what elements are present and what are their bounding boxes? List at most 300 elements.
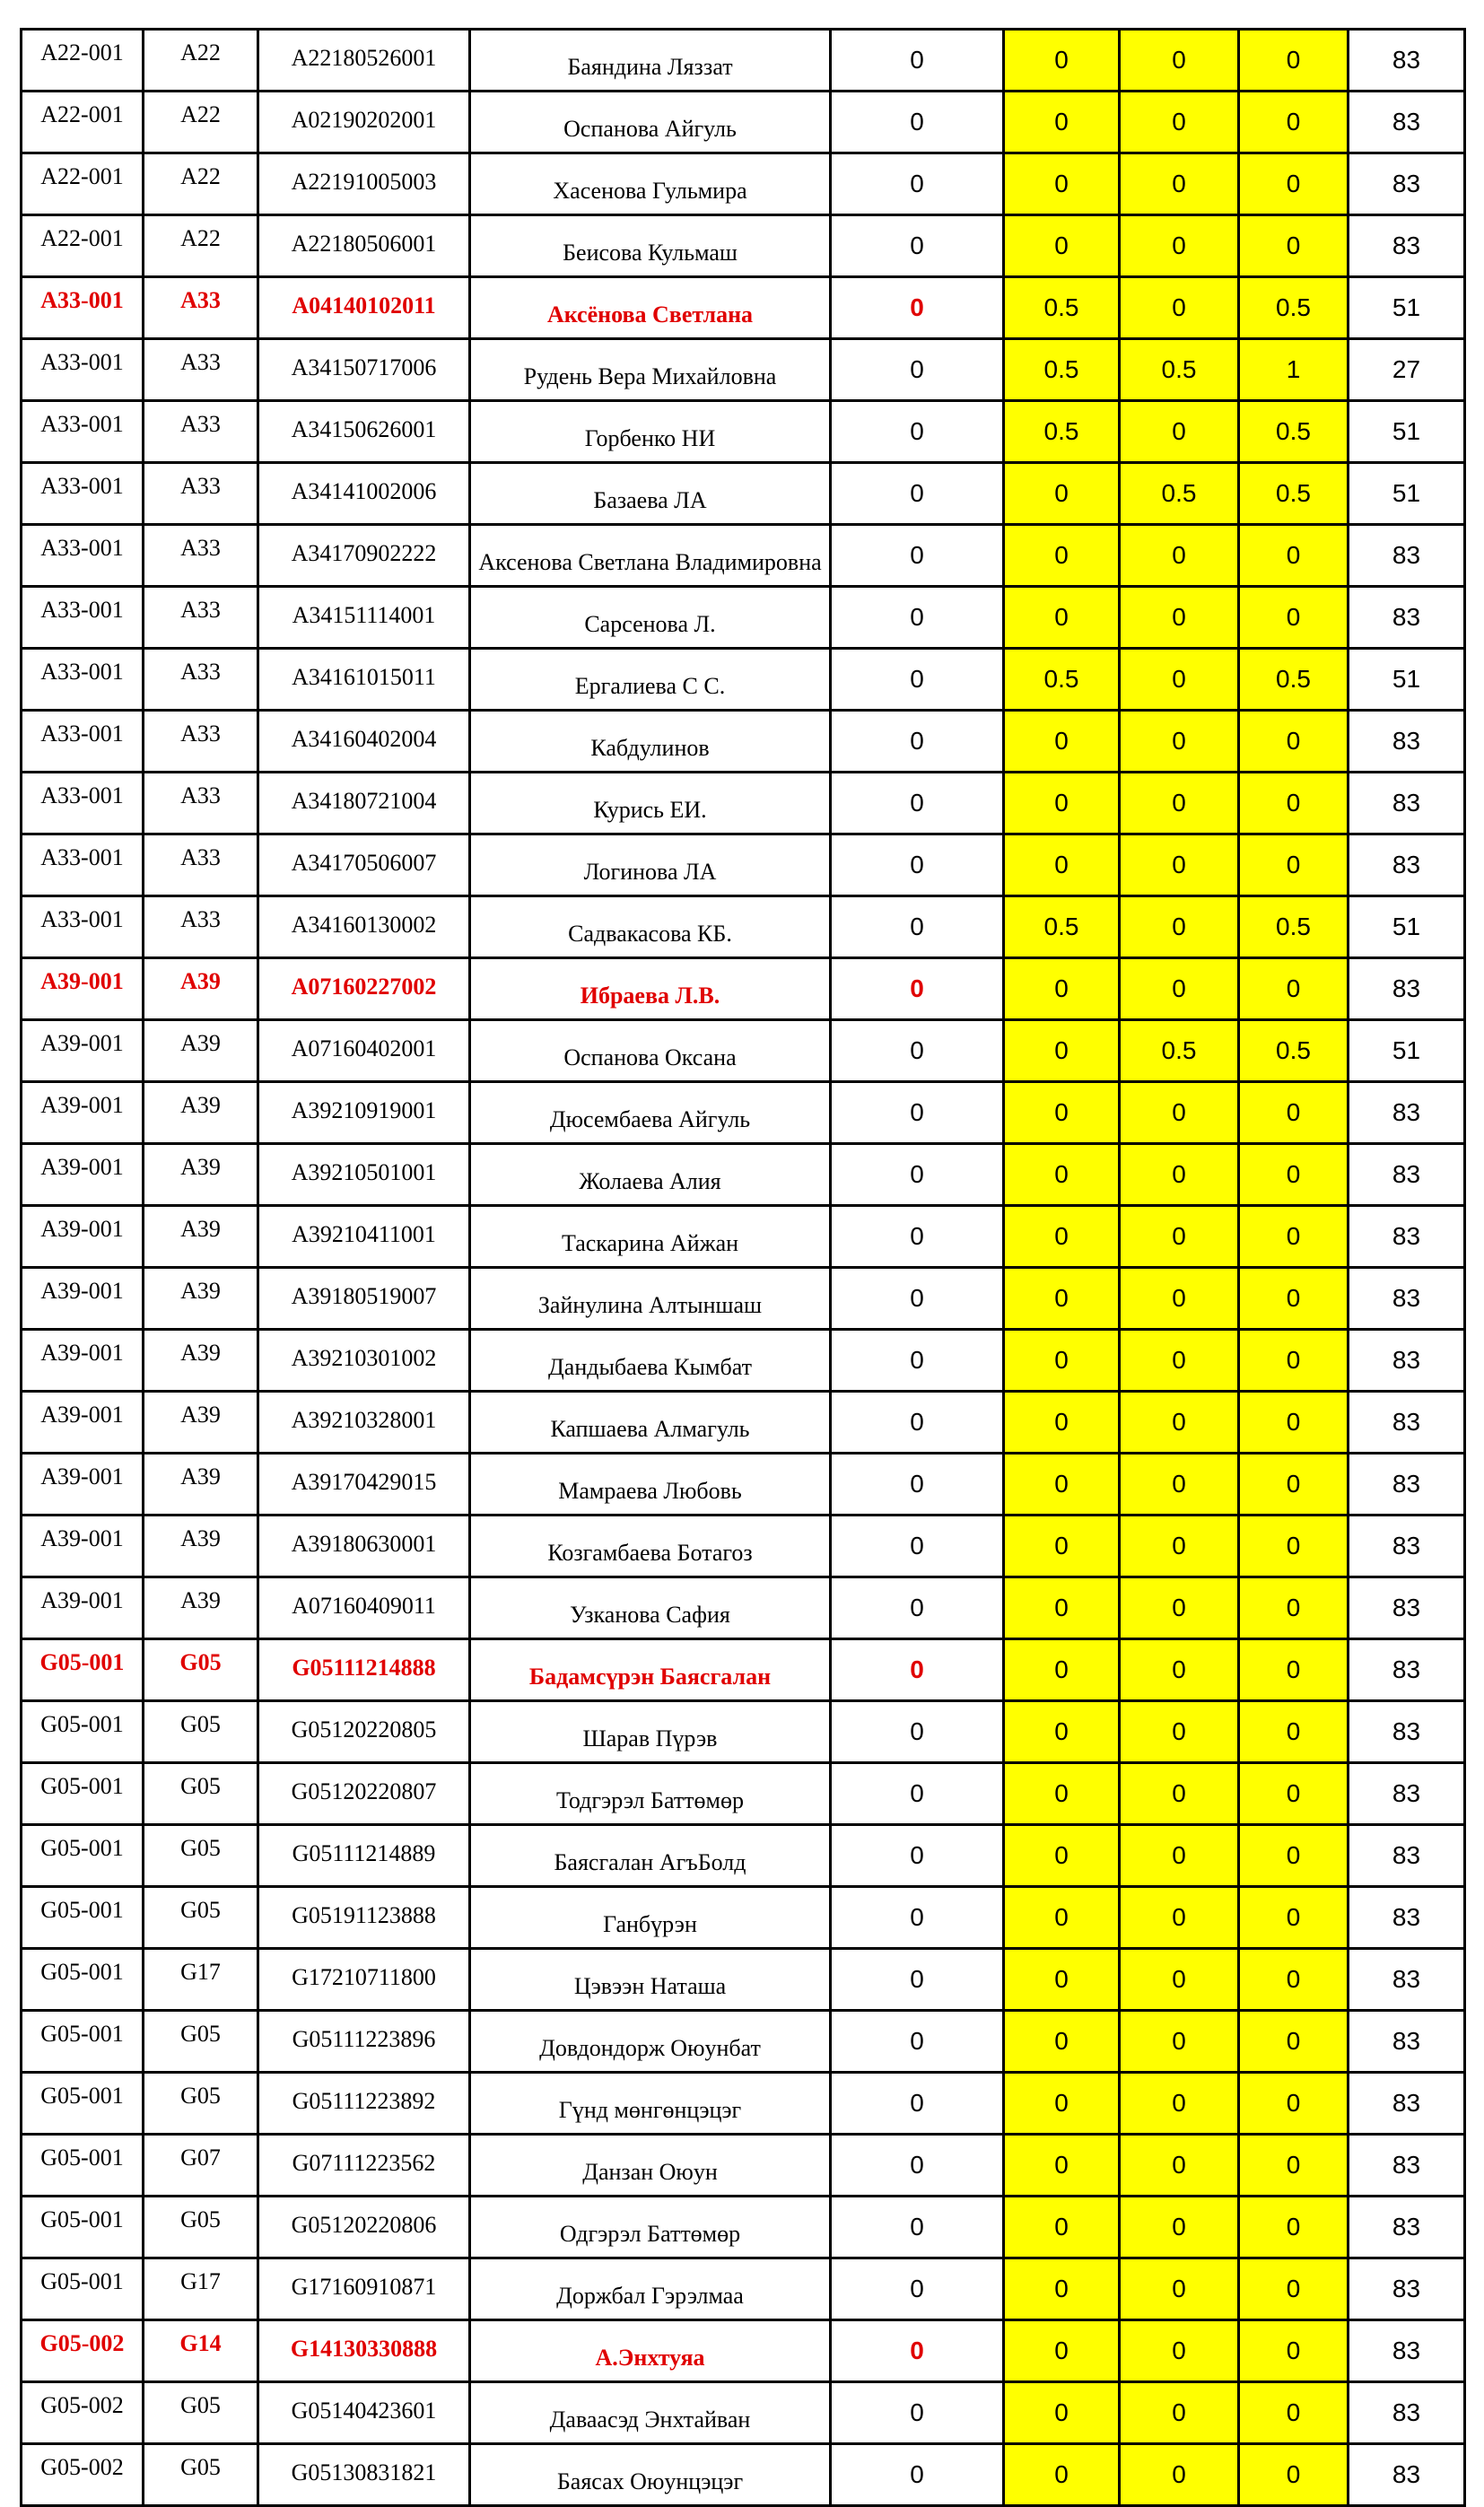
cell-score: 83 — [1349, 773, 1465, 834]
cell-value-3: 0 — [1120, 92, 1239, 153]
cell-id: A07160227002 — [258, 958, 470, 1020]
cell-group: A39 — [144, 1268, 258, 1330]
cell-score: 83 — [1349, 1268, 1465, 1330]
cell-value-1: 0 — [831, 1887, 1004, 1949]
cell-value-2: 0 — [1004, 153, 1120, 215]
cell-value-3: 0 — [1120, 2444, 1239, 2506]
cell-id: A39210328001 — [258, 1392, 470, 1454]
table-row — [22, 773, 1465, 834]
cell-value-3: 0 — [1120, 1639, 1239, 1701]
cell-name: Дюсембаева Айгуль — [470, 1082, 831, 1144]
cell-name: Капшаева Алмагуль — [470, 1392, 831, 1454]
cell-value-4: 0 — [1239, 1082, 1349, 1144]
cell-name: Рудень Вера Михайловна — [470, 339, 831, 401]
cell-name: Цэвээн Наташа — [470, 1949, 831, 2011]
cell-value-2: 0 — [1004, 1577, 1120, 1639]
cell-value-4: 0 — [1239, 1392, 1349, 1454]
cell-group: A22 — [144, 30, 258, 92]
cell-value-2: 0 — [1004, 2011, 1120, 2073]
cell-group: A33 — [144, 525, 258, 587]
table-row — [22, 1020, 1465, 1082]
cell-value-2: 0 — [1004, 1887, 1120, 1949]
cell-id: A07160409011 — [258, 1577, 470, 1639]
cell-value-2: 0 — [1004, 2073, 1120, 2135]
table-row — [22, 958, 1465, 1020]
cell-score: 83 — [1349, 711, 1465, 773]
cell-value-3: 0 — [1120, 649, 1239, 711]
cell-id: A04140102011 — [258, 277, 470, 339]
cell-value-4: 0 — [1239, 958, 1349, 1020]
cell-score: 83 — [1349, 834, 1465, 896]
cell-value-1: 0 — [831, 1392, 1004, 1454]
cell-group: A39 — [144, 958, 258, 1020]
cell-score: 83 — [1349, 1639, 1465, 1701]
table-row — [22, 525, 1465, 587]
cell-name: Оспанова Айгуль — [470, 92, 831, 153]
cell-value-2: 0 — [1004, 1701, 1120, 1763]
table-row — [22, 1701, 1465, 1763]
table-row — [22, 2320, 1465, 2382]
cell-code: A39-001 — [22, 1577, 144, 1639]
cell-value-4: 0.5 — [1239, 401, 1349, 463]
cell-code: A33-001 — [22, 773, 144, 834]
cell-code: G05-001 — [22, 1887, 144, 1949]
cell-value-3: 0 — [1120, 2320, 1239, 2382]
cell-score: 83 — [1349, 1949, 1465, 2011]
cell-value-3: 0 — [1120, 1454, 1239, 1516]
cell-id: A22180526001 — [258, 30, 470, 92]
cell-score: 83 — [1349, 2258, 1465, 2320]
cell-code: A22-001 — [22, 215, 144, 277]
cell-value-4: 0 — [1239, 1887, 1349, 1949]
cell-name: Дандыбаева Кымбат — [470, 1330, 831, 1392]
cell-value-1: 0 — [831, 1516, 1004, 1577]
cell-value-3: 0 — [1120, 1701, 1239, 1763]
cell-value-3: 0 — [1120, 1144, 1239, 1206]
cell-value-3: 0 — [1120, 1268, 1239, 1330]
cell-value-1: 0 — [831, 463, 1004, 525]
table-row — [22, 1082, 1465, 1144]
cell-value-3: 0 — [1120, 401, 1239, 463]
cell-value-1: 0 — [831, 958, 1004, 1020]
cell-group: A39 — [144, 1144, 258, 1206]
cell-group: G05 — [144, 1639, 258, 1701]
cell-value-3: 0 — [1120, 30, 1239, 92]
cell-value-4: 0 — [1239, 1516, 1349, 1577]
cell-id: A39210411001 — [258, 1206, 470, 1268]
table-row — [22, 1763, 1465, 1825]
cell-value-2: 0 — [1004, 1082, 1120, 1144]
cell-value-4: 0 — [1239, 834, 1349, 896]
cell-score: 83 — [1349, 1887, 1465, 1949]
cell-group: A33 — [144, 401, 258, 463]
cell-name: Доржбал Гэрэлмаа — [470, 2258, 831, 2320]
cell-value-2: 0.5 — [1004, 401, 1120, 463]
cell-score: 83 — [1349, 2444, 1465, 2506]
table-row — [22, 2011, 1465, 2073]
cell-value-4: 0 — [1239, 1268, 1349, 1330]
cell-value-2: 0 — [1004, 1268, 1120, 1330]
cell-value-2: 0 — [1004, 587, 1120, 649]
cell-id: A07160402001 — [258, 1020, 470, 1082]
cell-id: A22191005003 — [258, 153, 470, 215]
cell-value-1: 0 — [831, 834, 1004, 896]
cell-code: A39-001 — [22, 1454, 144, 1516]
cell-value-1: 0 — [831, 30, 1004, 92]
cell-group: A39 — [144, 1516, 258, 1577]
cell-name: Таскарина Айжан — [470, 1206, 831, 1268]
cell-score: 51 — [1349, 1020, 1465, 1082]
cell-name: Ибраева Л.В. — [470, 958, 831, 1020]
table-row — [22, 649, 1465, 711]
cell-group: G17 — [144, 1949, 258, 2011]
cell-value-2: 0 — [1004, 1454, 1120, 1516]
cell-name: Тодгэрэл Баттөмөр — [470, 1763, 831, 1825]
cell-value-3: 0 — [1120, 2258, 1239, 2320]
cell-id: A39180630001 — [258, 1516, 470, 1577]
cell-name: Бадамсүрэн Баясгалан — [470, 1639, 831, 1701]
cell-name: Хасенова Гульмира — [470, 153, 831, 215]
cell-value-4: 0 — [1239, 1701, 1349, 1763]
cell-score: 83 — [1349, 30, 1465, 92]
cell-value-4: 0 — [1239, 1454, 1349, 1516]
cell-name: Баяндина Ляззат — [470, 30, 831, 92]
cell-value-2: 0.5 — [1004, 649, 1120, 711]
cell-id: A34170902222 — [258, 525, 470, 587]
cell-score: 83 — [1349, 1577, 1465, 1639]
cell-score: 83 — [1349, 2197, 1465, 2258]
cell-value-1: 0 — [831, 2011, 1004, 2073]
cell-group: G05 — [144, 1887, 258, 1949]
cell-group: A22 — [144, 92, 258, 153]
cell-score: 83 — [1349, 2073, 1465, 2135]
table-row — [22, 92, 1465, 153]
cell-value-1: 0 — [831, 1454, 1004, 1516]
cell-value-3: 0 — [1120, 2197, 1239, 2258]
cell-value-2: 0 — [1004, 834, 1120, 896]
cell-value-1: 0 — [831, 277, 1004, 339]
cell-id: G14130330888 — [258, 2320, 470, 2382]
table-row — [22, 30, 1465, 92]
cell-value-1: 0 — [831, 1825, 1004, 1887]
cell-group: G07 — [144, 2135, 258, 2197]
cell-value-2: 0 — [1004, 1330, 1120, 1392]
cell-id: A34170506007 — [258, 834, 470, 896]
cell-group: G05 — [144, 2444, 258, 2506]
cell-value-4: 1 — [1239, 339, 1349, 401]
cell-value-1: 0 — [831, 525, 1004, 587]
cell-name: Аксенова Светлана Владимировна — [470, 525, 831, 587]
cell-code: A39-001 — [22, 1268, 144, 1330]
cell-value-4: 0 — [1239, 92, 1349, 153]
cell-id: A39210301002 — [258, 1330, 470, 1392]
cell-group: G05 — [144, 2382, 258, 2444]
cell-value-3: 0.5 — [1120, 1020, 1239, 1082]
cell-value-1: 0 — [831, 773, 1004, 834]
cell-value-4: 0 — [1239, 2444, 1349, 2506]
cell-group: A39 — [144, 1392, 258, 1454]
cell-group: A33 — [144, 649, 258, 711]
cell-id: A22180506001 — [258, 215, 470, 277]
cell-group: A33 — [144, 896, 258, 958]
cell-value-2: 0.5 — [1004, 339, 1120, 401]
cell-code: A39-001 — [22, 1330, 144, 1392]
cell-value-3: 0 — [1120, 1392, 1239, 1454]
cell-value-1: 0 — [831, 1020, 1004, 1082]
cell-id: G05111214889 — [258, 1825, 470, 1887]
cell-value-4: 0.5 — [1239, 649, 1349, 711]
cell-id: G05191123888 — [258, 1887, 470, 1949]
cell-code: A39-001 — [22, 1082, 144, 1144]
cell-score: 83 — [1349, 1763, 1465, 1825]
cell-value-3: 0 — [1120, 834, 1239, 896]
cell-value-3: 0 — [1120, 1082, 1239, 1144]
cell-name: Беисова Кульмаш — [470, 215, 831, 277]
cell-group: A39 — [144, 1454, 258, 1516]
cell-id: G17160910871 — [258, 2258, 470, 2320]
cell-value-2: 0 — [1004, 2444, 1120, 2506]
cell-id: G05111223892 — [258, 2073, 470, 2135]
cell-name: Баясах Оюунцэцэг — [470, 2444, 831, 2506]
participants-table — [20, 28, 1466, 2507]
cell-value-1: 0 — [831, 2197, 1004, 2258]
cell-id: A34150626001 — [258, 401, 470, 463]
cell-name: Логинова ЛА — [470, 834, 831, 896]
cell-code: A39-001 — [22, 1144, 144, 1206]
cell-value-1: 0 — [831, 1144, 1004, 1206]
cell-code: A33-001 — [22, 277, 144, 339]
cell-code: A33-001 — [22, 834, 144, 896]
cell-value-2: 0 — [1004, 1825, 1120, 1887]
cell-value-4: 0 — [1239, 1825, 1349, 1887]
cell-name: Довдондорж Оюунбат — [470, 2011, 831, 2073]
cell-score: 83 — [1349, 1392, 1465, 1454]
cell-id: A34160402004 — [258, 711, 470, 773]
cell-value-3: 0 — [1120, 525, 1239, 587]
cell-value-3: 0 — [1120, 2011, 1239, 2073]
cell-value-1: 0 — [831, 401, 1004, 463]
cell-id: A34141002006 — [258, 463, 470, 525]
cell-code: G05-002 — [22, 2444, 144, 2506]
cell-code: A33-001 — [22, 587, 144, 649]
cell-value-2: 0 — [1004, 1639, 1120, 1701]
cell-value-2: 0 — [1004, 2258, 1120, 2320]
cell-code: G05-002 — [22, 2382, 144, 2444]
cell-score: 83 — [1349, 1454, 1465, 1516]
cell-value-3: 0 — [1120, 277, 1239, 339]
cell-score: 83 — [1349, 1206, 1465, 1268]
cell-group: A33 — [144, 277, 258, 339]
table-row — [22, 2135, 1465, 2197]
cell-code: A39-001 — [22, 958, 144, 1020]
table-row — [22, 587, 1465, 649]
cell-value-4: 0 — [1239, 2382, 1349, 2444]
cell-value-1: 0 — [831, 1639, 1004, 1701]
cell-value-2: 0 — [1004, 1144, 1120, 1206]
cell-value-1: 0 — [831, 2258, 1004, 2320]
cell-value-2: 0 — [1004, 2320, 1120, 2382]
cell-value-2: 0 — [1004, 2135, 1120, 2197]
table-row — [22, 463, 1465, 525]
cell-id: G05111214888 — [258, 1639, 470, 1701]
cell-value-3: 0 — [1120, 1577, 1239, 1639]
cell-value-4: 0 — [1239, 1330, 1349, 1392]
cell-value-1: 0 — [831, 215, 1004, 277]
cell-code: G05-001 — [22, 2197, 144, 2258]
cell-id: G07111223562 — [258, 2135, 470, 2197]
cell-value-2: 0.5 — [1004, 277, 1120, 339]
cell-score: 83 — [1349, 958, 1465, 1020]
cell-value-2: 0 — [1004, 1392, 1120, 1454]
cell-value-4: 0 — [1239, 1639, 1349, 1701]
cell-code: G05-001 — [22, 2135, 144, 2197]
cell-name: Зайнулина Алтыншаш — [470, 1268, 831, 1330]
cell-value-4: 0 — [1239, 1577, 1349, 1639]
cell-code: A33-001 — [22, 401, 144, 463]
cell-id: A34151114001 — [258, 587, 470, 649]
cell-score: 83 — [1349, 587, 1465, 649]
cell-value-4: 0 — [1239, 2135, 1349, 2197]
cell-id: A34150717006 — [258, 339, 470, 401]
cell-group: A33 — [144, 587, 258, 649]
cell-value-1: 0 — [831, 2073, 1004, 2135]
cell-value-2: 0 — [1004, 1206, 1120, 1268]
cell-id: G05120220805 — [258, 1701, 470, 1763]
cell-value-1: 0 — [831, 92, 1004, 153]
cell-code: G05-001 — [22, 1949, 144, 2011]
cell-name: Кабдулинов — [470, 711, 831, 773]
cell-value-3: 0 — [1120, 1206, 1239, 1268]
cell-score: 51 — [1349, 649, 1465, 711]
cell-value-3: 0 — [1120, 1887, 1239, 1949]
cell-value-4: 0 — [1239, 525, 1349, 587]
cell-id: A34160130002 — [258, 896, 470, 958]
cell-code: A39-001 — [22, 1392, 144, 1454]
cell-score: 83 — [1349, 525, 1465, 587]
cell-value-2: 0 — [1004, 958, 1120, 1020]
cell-value-3: 0 — [1120, 1949, 1239, 2011]
cell-name: Шарав Пүрэв — [470, 1701, 831, 1763]
cell-value-1: 0 — [831, 1206, 1004, 1268]
cell-value-1: 0 — [831, 1268, 1004, 1330]
cell-value-2: 0.5 — [1004, 896, 1120, 958]
cell-name: Козгамбаева Ботагоз — [470, 1516, 831, 1577]
cell-value-1: 0 — [831, 153, 1004, 215]
cell-code: G05-002 — [22, 2320, 144, 2382]
cell-value-3: 0 — [1120, 896, 1239, 958]
cell-id: A34161015011 — [258, 649, 470, 711]
cell-name: Аксёнова Светлана — [470, 277, 831, 339]
cell-value-1: 0 — [831, 649, 1004, 711]
cell-group: G05 — [144, 2011, 258, 2073]
cell-value-4: 0.5 — [1239, 896, 1349, 958]
table-row — [22, 1825, 1465, 1887]
cell-value-4: 0 — [1239, 1763, 1349, 1825]
cell-value-1: 0 — [831, 1577, 1004, 1639]
cell-name: Мамраева Любовь — [470, 1454, 831, 1516]
cell-value-1: 0 — [831, 2444, 1004, 2506]
cell-name: Курись ЕИ. — [470, 773, 831, 834]
cell-score: 83 — [1349, 2320, 1465, 2382]
cell-value-2: 0 — [1004, 711, 1120, 773]
cell-value-4: 0 — [1239, 587, 1349, 649]
cell-id: G05111223896 — [258, 2011, 470, 2073]
cell-score: 83 — [1349, 2011, 1465, 2073]
cell-value-4: 0 — [1239, 1144, 1349, 1206]
cell-value-2: 0 — [1004, 1516, 1120, 1577]
cell-name: Данзан Оюун — [470, 2135, 831, 2197]
cell-value-3: 0 — [1120, 958, 1239, 1020]
cell-group: G05 — [144, 1763, 258, 1825]
cell-value-3: 0 — [1120, 2382, 1239, 2444]
cell-score: 83 — [1349, 153, 1465, 215]
cell-value-4: 0 — [1239, 1949, 1349, 2011]
cell-value-3: 0.5 — [1120, 463, 1239, 525]
cell-value-2: 0 — [1004, 2197, 1120, 2258]
table-row — [22, 1639, 1465, 1701]
cell-id: G17210711800 — [258, 1949, 470, 2011]
cell-name: Ергалиева С С. — [470, 649, 831, 711]
cell-score: 83 — [1349, 2135, 1465, 2197]
cell-code: G05-001 — [22, 1701, 144, 1763]
cell-id: G05140423601 — [258, 2382, 470, 2444]
cell-code: A33-001 — [22, 339, 144, 401]
cell-value-1: 0 — [831, 2382, 1004, 2444]
cell-value-2: 0 — [1004, 2382, 1120, 2444]
table-row — [22, 1392, 1465, 1454]
cell-name: Баясгалан АгъБолд — [470, 1825, 831, 1887]
cell-value-4: 0.5 — [1239, 463, 1349, 525]
cell-group: G05 — [144, 1825, 258, 1887]
cell-value-1: 0 — [831, 339, 1004, 401]
cell-group: A39 — [144, 1206, 258, 1268]
cell-value-4: 0 — [1239, 2320, 1349, 2382]
cell-code: A22-001 — [22, 92, 144, 153]
cell-value-4: 0 — [1239, 215, 1349, 277]
cell-group: A22 — [144, 153, 258, 215]
cell-score: 83 — [1349, 2382, 1465, 2444]
cell-id: A34180721004 — [258, 773, 470, 834]
cell-value-2: 0 — [1004, 215, 1120, 277]
table-row — [22, 2382, 1465, 2444]
cell-score: 83 — [1349, 1082, 1465, 1144]
cell-score: 83 — [1349, 1144, 1465, 1206]
cell-code: A39-001 — [22, 1516, 144, 1577]
cell-group: A39 — [144, 1330, 258, 1392]
cell-score: 83 — [1349, 1825, 1465, 1887]
table-row — [22, 1577, 1465, 1639]
table-row — [22, 2073, 1465, 2135]
table-row — [22, 1330, 1465, 1392]
table-row — [22, 1144, 1465, 1206]
cell-name: А.Энхтуяа — [470, 2320, 831, 2382]
cell-value-2: 0 — [1004, 525, 1120, 587]
cell-value-1: 0 — [831, 896, 1004, 958]
cell-id: G05120220806 — [258, 2197, 470, 2258]
cell-score: 51 — [1349, 896, 1465, 958]
cell-value-3: 0 — [1120, 215, 1239, 277]
cell-id: A02190202001 — [258, 92, 470, 153]
cell-value-3: 0 — [1120, 587, 1239, 649]
cell-value-4: 0 — [1239, 711, 1349, 773]
cell-group: A39 — [144, 1082, 258, 1144]
table-row — [22, 339, 1465, 401]
cell-id: A39210501001 — [258, 1144, 470, 1206]
cell-id: G05130831821 — [258, 2444, 470, 2506]
cell-code: A33-001 — [22, 525, 144, 587]
cell-value-3: 0 — [1120, 1825, 1239, 1887]
cell-value-3: 0.5 — [1120, 339, 1239, 401]
